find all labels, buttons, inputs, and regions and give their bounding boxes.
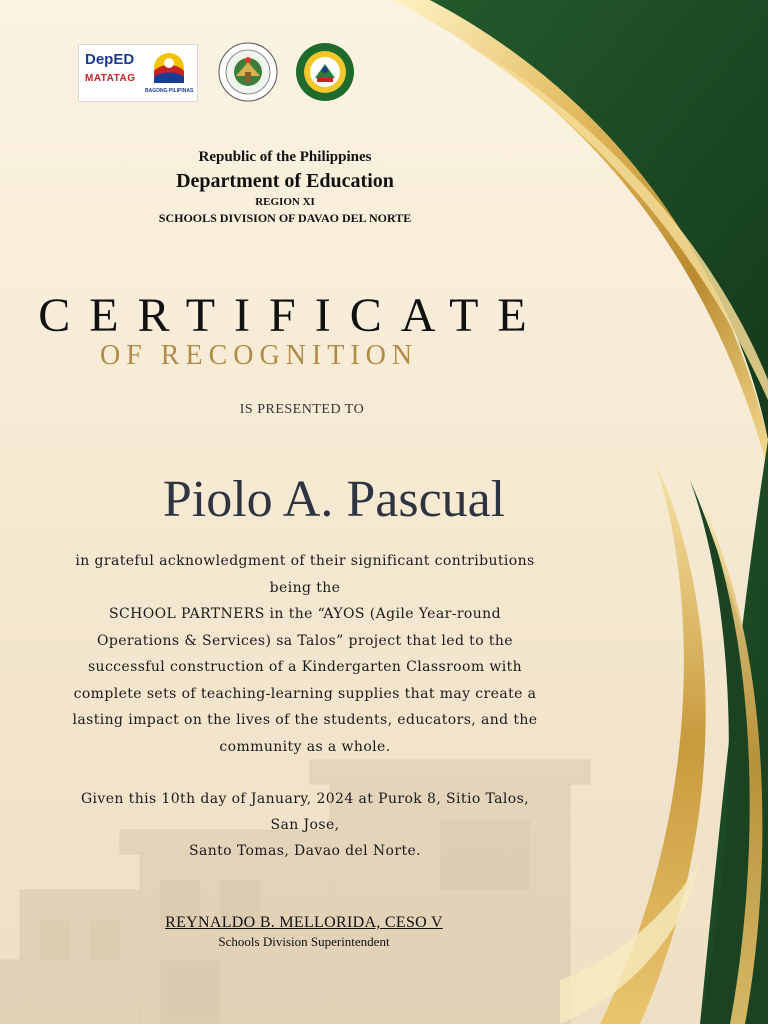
acknowledgment-paragraph	[40, 548, 570, 760]
recipient-name: Piolo A. Pascual	[162, 471, 506, 528]
given-date-place-paragraph	[40, 786, 570, 864]
body-line: successful construction of a Kindergarten Classroom with	[87, 659, 523, 675]
certificate-subtitle: OF RECOGNITION	[100, 340, 419, 371]
matatag-logo-text: MATATAG	[85, 73, 136, 84]
presented-to-text: IS PRESENTED TO	[239, 402, 365, 417]
body-line: in grateful acknowledgment of their significant contributions	[75, 553, 535, 569]
bagong-pilipinas-icon	[149, 51, 189, 85]
given-line: Given this 10th day of January, 2024 at Purok 8, Sitio Talos,	[80, 791, 530, 807]
body-line: complete sets of teaching-learning supplies that may create a	[73, 685, 537, 702]
given-line: San Jose,	[270, 817, 340, 833]
certificate-header	[0, 146, 570, 226]
deped-matatag-bagong-pilipinas-logo	[78, 44, 198, 102]
department-heading: Department of Education	[176, 170, 394, 192]
signatory-name: REYNALDO B. MELLORIDA, CESO V	[165, 914, 443, 931]
deped-logo-text: DepED	[85, 51, 135, 68]
certificate-title: CERTIFICATE	[38, 289, 546, 342]
body-line: lasting impact on the lives of the students, educators, and the	[72, 712, 538, 728]
republic-heading: Republic of the Philippines	[198, 149, 372, 165]
given-line: Santo Tomas, Davao del Norte.	[188, 843, 422, 859]
deped-region-xi-seal-icon	[218, 42, 278, 102]
body-line: Operations & Services) sa Talos” project that led to the	[96, 632, 513, 649]
body-line: community as a whole.	[219, 738, 391, 755]
signatory-title: Schools Division Superintendent	[218, 934, 390, 949]
division-heading: SCHOOLS DIVISION OF DAVAO DEL NORTE	[158, 211, 412, 225]
region-heading: REGION XI	[255, 196, 315, 208]
body-line: being the	[269, 579, 341, 596]
bagong-pilipinas-text: BAGONG PILIPINAS	[145, 88, 194, 94]
body-line: SCHOOL PARTNERS in the “AYOS (Agile Year-round	[109, 606, 501, 622]
signatory-block	[0, 914, 608, 950]
division-davao-del-norte-seal-icon	[295, 42, 355, 102]
